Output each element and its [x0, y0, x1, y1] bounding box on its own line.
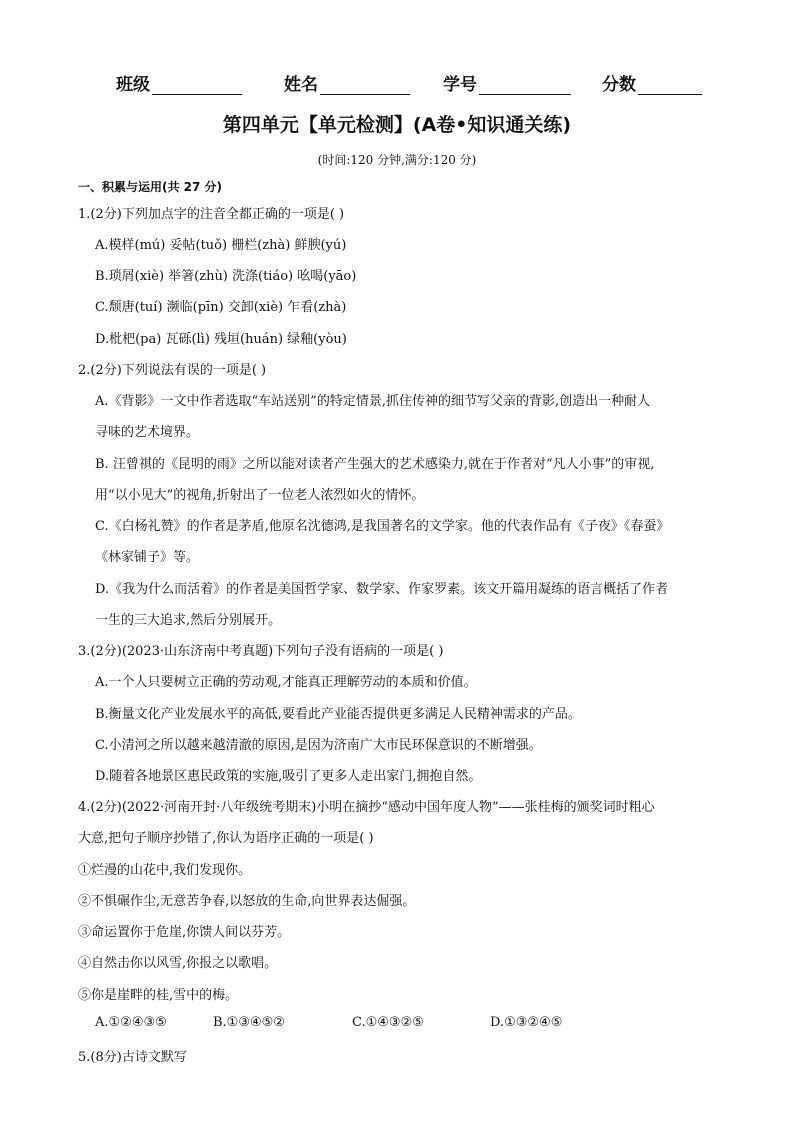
q3-option-c: C.小清河之所以越来越清澈的原因,是因为济南广大市民环保意识的不断增强。 — [95, 738, 542, 753]
score-blank[interactable] — [638, 76, 702, 95]
q4-choice-b: B.①③④⑤② — [213, 1015, 285, 1030]
q3-option-a: A.一个人只要树立正确的劳动观,才能真正理解劳动的本质和价值。 — [95, 675, 477, 690]
q4-item-2: ②不惧碾作尘,无意苦争春,以怒放的生命,向世界表达倔强。 — [78, 894, 416, 909]
q2-option-a-cont: 寻味的艺术境界。 — [95, 425, 200, 440]
q5-stem: 5.(8分)古诗文默写 — [78, 1050, 187, 1065]
q4-item-4: ④自然击你以风雪,你报之以歌唱。 — [78, 956, 278, 971]
class-label: 班级 — [116, 75, 150, 95]
header-fields — [0, 70, 794, 94]
q1-stem: 1.(2分)下列加点字的注音全都正确的一项是( ) — [78, 207, 345, 222]
q4-item-5: ⑤你是崖畔的桂,雪中的梅。 — [78, 988, 239, 1003]
q4-choices — [0, 1015, 794, 1035]
name-blank[interactable] — [320, 76, 410, 95]
class-field — [116, 70, 242, 95]
q1-option-d: D.枇杷(pa) 瓦砾(lì) 残垣(huán) 绿釉(yòu) — [95, 332, 347, 347]
q4-stem-cont: 大意,把句子顺序抄错了,你认为语序正确的一项是( ) — [78, 831, 374, 846]
q2-stem: 2.(2分)下列说法有误的一项是( ) — [78, 363, 267, 378]
name-label: 姓名 — [284, 75, 318, 95]
q2-option-b: B. 汪曾祺的《昆明的雨》之所以能对读者产生强大的艺术感染力,就在于作者对“凡人小事”的审视, — [95, 457, 655, 472]
score-label: 分数 — [602, 75, 636, 95]
id-blank[interactable] — [479, 76, 571, 95]
q3-option-b: B.衡量文化产业发展水平的高低,要看此产业能否提供更多满足人民精神需求的产品。 — [95, 707, 581, 722]
q2-option-c: C.《白杨礼赞》的作者是茅盾,他原名沈德鸿,是我国著名的文学家。他的代表作品有《子夜》《春蚕》 — [95, 519, 670, 534]
q2-option-d-cont: 一生的三大追求,然后分别展开。 — [95, 613, 282, 628]
page-subtitle: (时间:120 分钟,满分:120 分) — [317, 153, 477, 167]
q1-option-a: A.模样(mú) 妥帖(tuǒ) 栅栏(zhà) 鲜腴(yú) — [95, 238, 347, 253]
section-heading: 一、积累与运用(共 27 分) — [78, 180, 223, 194]
q2-option-d: D.《我为什么而活着》的作者是美国哲学家、数学家、作家罗素。该文开篇用凝练的语言概括了作者 — [95, 582, 669, 597]
name-field — [284, 70, 410, 95]
q4-item-1: ①烂漫的山花中,我们发现你。 — [78, 863, 252, 878]
id-label: 学号 — [443, 75, 477, 95]
id-field — [443, 70, 571, 95]
q4-item-3: ③命运置你于危崖,你馈人间以芬芳。 — [78, 925, 291, 940]
q4-choice-a: A.①②④③⑤ — [95, 1015, 167, 1030]
q2-option-a: A.《背影》一文中作者选取“车站送别”的特定情景,抓住传神的细节写父亲的背影,创造出一种耐人 — [95, 394, 651, 409]
q4-stem: 4.(2分)(2022·河南开封·八年级统考期末)小明在摘抄“感动中国年度人物”——张桂梅的颁奖词时粗心 — [78, 800, 655, 815]
score-field — [602, 70, 702, 95]
q2-option-c-cont: 《林家铺子》等。 — [95, 550, 200, 565]
q4-choice-d: D.①③②④⑤ — [490, 1015, 563, 1030]
q1-option-c: C.颓唐(tuí) 濒临(pīn) 交卸(xiè) 乍看(zhà) — [95, 300, 347, 315]
q4-choice-c: C.①④③②⑤ — [352, 1015, 424, 1030]
page-title: 第四单元【单元检测】(A卷•知识通关练) — [222, 114, 572, 136]
q2-option-b-cont: 用“以小见大”的视角,折射出了一位老人浓烈如火的情怀。 — [95, 488, 425, 503]
q3-option-d: D.随着各地景区惠民政策的实施,吸引了更多人走出家门,拥抱自然。 — [95, 769, 482, 784]
q3-stem: 3.(2分)(2023·山东济南中考真题)下列句子没有语病的一项是( ) — [78, 644, 444, 659]
class-blank[interactable] — [152, 76, 242, 95]
q1-option-b: B.琐屑(xiè) 举箸(zhù) 洗涤(tiáo) 吆喝(yāo) — [95, 269, 357, 284]
